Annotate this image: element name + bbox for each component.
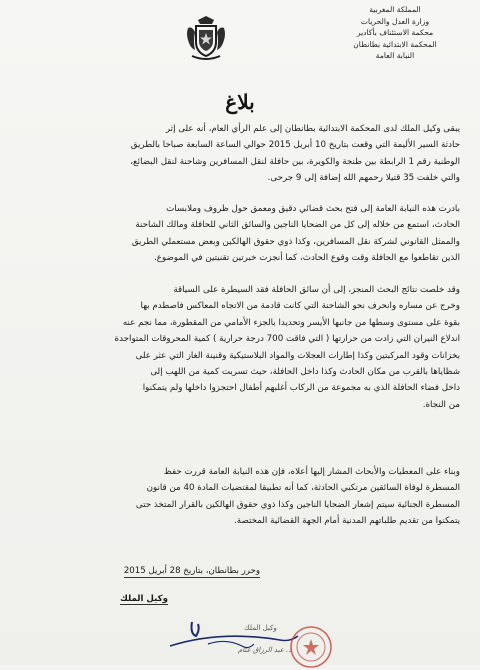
body-line: يتمكنوا من تقديم طلباتهم المدنية أمام الجهة القضائية المختصة. [234,516,460,527]
body-line: بخزانات وقود المركبتين وكذا إطارات العجلات والمواد البلاستيكية وقنينة الغاز التي عثر على [135,350,460,361]
body-line: وخرج عن مساره وانحرف نحو الشاحنة التي كانت قادمة من الاتجاه المعاكس فاصطدم بها [140,301,460,312]
body-line: بقوة على مستوى وسطها من جانبها الأيسر وتحديدا بالجزء الأمامي من المقطورة، مما نجم عنه [122,317,460,328]
header-line-first-instance-court: المحكمة الابتدائية بطانطان [353,39,437,49]
body-line: اندلاع النيران التي زادت من حرارتها ( التي فاقت 700 درجة حرارية ) كمية المحروقات المتواجدة [114,334,460,345]
dateline [40,566,260,576]
body-line: وبناء على المعطيات والأبحاث المشار إليها أعلاه، فإن هذه النيابة العامة قررت حفظ [163,467,460,477]
header-line-kingdom: المملكة المغربية [369,5,421,14]
body-line: وقد خلصت نتائج البحث المنجز، إلى أن سائق الحافلة فقد السيطرة على السياقة [173,285,460,295]
paragraph-investigation [26,201,460,267]
body-line: بادرت هذه النيابة العامة إلى فتح بحث قضائي دقيق ومعمق حول ظروف وملابسات [166,204,460,214]
official-stamp-icon [288,624,334,670]
body-line: الحادث، استمع من خلاله إلى كل من الضحايا الناجين والسائق الثاني للحافلة ومالك الشاحنة [135,220,460,231]
document-title: بلاغ [225,90,255,114]
body-line: داخل فضاء الحافلة الذي به مجموعة من الركاب أغلبهم أطفال احتجزوا داخلها ولم يتمكنوا [142,383,460,394]
paragraph-findings [26,282,460,413]
body-line: حادثة السير الأليمة التي وقعت بتاريخ 10 أبريل 2015 حوالي الساعة السابعة صباحا بالطريق [130,140,460,151]
body-line: من النجاة. [422,399,460,410]
body-line: المسطرة لوفاة السائقين مرتكبي الحادثة، كما أنه تطبيقا لمقتضيات المادة 40 من قانون [146,483,460,494]
body-line: الذين تقاطعوا مع الحافلة وقت وقوع الحادث، كما أنجزت خبرتين تقنيتين في الموضوع. [154,253,460,264]
paragraph-decision [26,464,460,530]
body-line: والتي خلفت 35 قتيلا رحمهم الله إضافة إلى 9 جرحى. [267,173,460,184]
signatory-role: وكيل الملك [244,624,277,632]
institution-header [320,4,470,62]
header-line-ministry: وزارة العدل والحريات [360,16,430,26]
body-line: الوطنية رقم 1 الرابطة بين طنجة والكويرة، بين حافلة لنقل المسافرين وشاحنة لنقل البضائع، [130,156,460,167]
paragraph-intro [26,121,460,187]
moroccan-coat-of-arms-icon [184,14,228,62]
body-line: والممثل القانوني لشركة نقل المسافرين، وكذا ذوي حقوق الهالكين وبعض مستعملي الطريق [131,236,460,247]
header-line-appeal-court: محكمة الاستئناف بأكادير [356,28,434,37]
signatory-title: وكيل الملك [120,594,168,604]
dateline-text: وحرر بطانطان، بتاريخ 28 أبريل 2015 [123,566,260,576]
body-line: المسطرة الجنائية سيتم إشعار الضحايا الناجين وكذا ذوي حقوق الهالكين بالقرار المتخذ حتى [135,499,460,510]
body-line: يبقى وكيل الملك لدى المحكمة الابتدائية بطانطان إلى علم الرأي العام، أنه على إثر [165,124,460,134]
signatory-name: ذ. عبد الرزاق عثام [238,646,292,654]
body-line: شظاياها بالقرب من مكان الحادث وكذا داخل الحافلة، حيث تسربت كمية من اللهب إلى [150,367,460,378]
header-line-public-prosecution: النيابة العامة [375,51,415,60]
